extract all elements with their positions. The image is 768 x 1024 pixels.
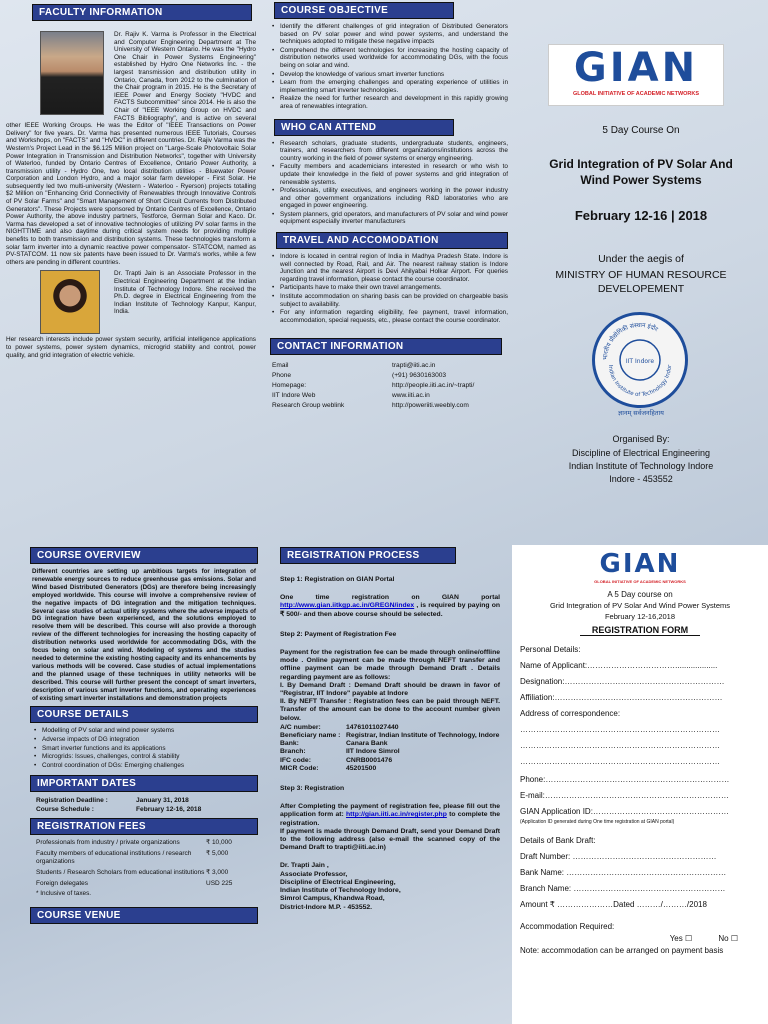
accommodation-label: Accommodation Required: bbox=[520, 922, 615, 931]
faculty-panel bbox=[0, 0, 262, 512]
bank-value: Canara Bank bbox=[346, 740, 388, 748]
step3-text-a: After Completing the payment of registration fee, please fill out the application form at: bbox=[280, 803, 500, 819]
list-item: • Participants have to make their own travel arrangements. bbox=[270, 284, 508, 292]
address-line: Associate Professor, bbox=[280, 870, 348, 878]
form-fields bbox=[518, 640, 762, 957]
fee-category: Faculty members of educational institutions / research organizations bbox=[36, 850, 192, 866]
step3-title: Step 3: Registration bbox=[280, 785, 345, 793]
date-label: Course Schedule : bbox=[36, 806, 94, 814]
form-logo bbox=[518, 549, 762, 584]
fee-amount: ₹ 10,000 bbox=[206, 839, 232, 847]
accommodation-options bbox=[520, 933, 762, 945]
accommodation-note: Note: accommodation can be arranged on payment basis bbox=[520, 946, 724, 955]
address-line: Discipline of Electrical Engineering, bbox=[280, 878, 396, 886]
contact-label: Research Group weblink bbox=[272, 402, 345, 410]
course-title: Grid Integration of PV Solar And Wind Power Systems bbox=[549, 157, 733, 187]
list-item: • System planners, grid operators, and manufacturers of PV solar and wind power equipment especially inverter manufacturers bbox=[270, 211, 508, 226]
venue-header: COURSE VENUE bbox=[30, 907, 258, 924]
form-line3: February 12-16,2018 bbox=[604, 612, 676, 621]
date-value: January 31, 2018 bbox=[136, 797, 189, 805]
gian-portal-link[interactable]: http://www.gian.iitkgp.ac.in/GREGN/index bbox=[280, 602, 415, 610]
step3-text-b: to complete the registration. bbox=[280, 811, 501, 827]
fee-amount: ₹ 3,000 bbox=[206, 869, 229, 877]
address-line-2[interactable]: ………………………………………………………………… bbox=[520, 741, 720, 750]
bank-label: IFC code: bbox=[280, 756, 311, 764]
list-item: • Realize the need for further research and development in this rapidly growing area of renewables integration. bbox=[270, 95, 508, 110]
gian-logo bbox=[548, 44, 724, 106]
step2-neft: II. By NEFT Transfer : Registration fees can be paid through NEFT. Transfer of the amount can be done to the account number given below. bbox=[280, 698, 500, 722]
register-link[interactable]: http://gian.iiti.ac.in/register.php bbox=[346, 811, 447, 819]
address-line: Indian Institute of Technology Indore, bbox=[280, 887, 401, 895]
step2-text: Payment for the registration fee can be made through online/offline mode . Online payment can be made through NEFT transfer and offline payment can be made through Demand Draft . Details regarding payment are as follows: bbox=[280, 649, 500, 681]
gian-logo-text: GIAN bbox=[573, 45, 699, 91]
iit-seal bbox=[592, 312, 688, 408]
affiliation-field[interactable]: Affiliation:……………………………………………………… bbox=[520, 693, 723, 702]
bank-label: Bank: bbox=[280, 740, 299, 748]
objective-list bbox=[266, 23, 514, 111]
course-dates: February 12-16 | 2018 bbox=[574, 208, 708, 223]
attend-header: WHO CAN ATTEND bbox=[274, 119, 454, 136]
list-item: • Comprehend the different technologies for increasing the hosting capacity of distribution networks used worldwide for accommodating DGs, with the focus being on solar and wind. bbox=[270, 47, 508, 70]
overview-text: Different countries are setting up ambitious targets for integration of renewable energy sources to reduce greenhouse gas emissions. Solar and Wind based Distributed Generators (DGs) are therefore being increasingly employed worldwide. This course will involve a comprehensive review of the negative impacts of DG integration and the mitigation techniques. Several case studies of actual utility systems where the adverse impacts of DG integration have been experienced, and the solutions employed to resolve them will be described. This course will also provide a thorough review of the different technologies for increasing the hosting capacity of distribution networks used worldwide for accommodating DGs, with the focus being on solar and wind. Modeling of systems and the studies needed to determine the existing hosting capacity and its enhancements by various methods will be covered. Case studies of actual implementations and the planned usage of these techniques in utility networks will be described. This course will further present the concept of smart inverters, description of various smart inverter functions, and operating experiences of existing smart inverter installations and demonstration projects bbox=[32, 568, 256, 702]
bank-value: 14761011027440 bbox=[346, 723, 399, 731]
seal-inner-text: IIT Indore bbox=[625, 358, 655, 365]
bank-draft-title: Details of Bank Draft: bbox=[520, 836, 596, 845]
personal-title: Personal Details: bbox=[520, 645, 581, 654]
email-field[interactable]: E-mail:…………………………………………………………… bbox=[520, 791, 729, 800]
org-line-3: Indore - 453552 bbox=[609, 474, 673, 484]
contact-label: IIT Indore Web bbox=[272, 392, 316, 400]
address-label: Address of correspondence: bbox=[520, 709, 621, 718]
list-item: • Professionals, utility executives, and engineers working in the power industry and other government organizations including R&D laboratories who are engaged in power engineering. bbox=[270, 187, 508, 210]
list-item: • Learn from the emerging challenges and operating experience of utilities in implementing smart inverter technologies. bbox=[270, 79, 508, 94]
bank-name-field[interactable]: Bank Name: …………………………………………………… bbox=[520, 868, 727, 877]
form-line1: A 5 Day course on bbox=[607, 590, 673, 599]
list-item: • Faculty members and academicians interested in research or who wish to update their knowledge in the field of power systems and grid integration of renewable systems. bbox=[270, 163, 508, 186]
ministry: MINISTRY OF HUMAN RESOURCE DEVELOPEMENT bbox=[555, 269, 727, 295]
list-item: • Indore is located in central region of India in Madhya Pradesh State. Indore is well connected by Road, Rail, and Air. The nearest railway station is Indore Junction and the nearest Airport is Devi Ahilyabai Holkar Airport. For queries regarding travel information, please contact the course coordinator. bbox=[270, 253, 508, 283]
organised-by: Organised By: bbox=[612, 434, 670, 444]
varma-bio-text: Dr. Rajiv K. Varma is Professor in the Electrical and Computer Engineering Department at The University of Western Ontario. He was the "Hydro One Chair in Power Systems Engineering" established by Hydro One Networks Inc. - the largest transmission and distribution utility in Ontario, Canada, from 2012 to the culmination of the Chair program in 2015. He is the Secretary of IEEE Power and Energy Society "HVDC and FACTS Subcommittee" since 2014. He is also the Chair of "IEEE Working Group on HVDC and FACTS Bibliography", and is active on several other IEEE Working Groups. He was the Editor of "IEEE Transactions on Power Delivery" for five years. Dr. Varma has presented numerous IEEE Tutorials, Courses and Workshops, on "FACTS" and "HVDC" in different countries. Dr. Rajiv Varma was the Western's Project Lead in the $6.125 Million project on "Large-Scale Photovoltaic Solar Power Integration in Transmission and Distribution Networks", together with University of Waterloo, funded by Ontario Centres of Excellence, Ontario Power Authority, a transmission utility - Hydro One, two local distribution utilities - Bluewater Power Corporation and London Hydro, and a major solar farm developer - First Solar. He subsequently led two multi-university (Western - Waterloo - Ryerson) projects totalling $2 Million on "Enhancing Grid Connectivity of Renewables through Innovative Controls of PV Solar Farms" and "Smart Management of Short Circuit Currents from Distributed Generators". These Projects were sponsored by Ontario Centres of Excellence, Ontario Power Authority, the above industry partners, Testforce, German Solar and Kaco. Dr. Varma has developed a set of innovative technologies of utilizing PV solar farms in the NIGHTTIME and also daytime during critical system needs for providing multiple benefits to both transmission and distribution systems. These technologies transform a solar farm inverter into a dynamic reactive power compensator- STATCOM, named as PV-STATCOM. 11 now six patents have been issued to Dr. Varma's works, while a few others are pending in different countries. bbox=[6, 31, 256, 266]
form-title: REGISTRATION FORM bbox=[580, 625, 700, 636]
amount-field[interactable]: Amount ₹ …………………Dated ………/………/2018 bbox=[520, 900, 707, 909]
contact-label: Email bbox=[272, 362, 289, 370]
contact-value: http://people.iiti.ac.in/~trapti/ bbox=[392, 382, 475, 390]
list-item: • Research scholars, graduate students, undergraduate students, engineers, trainers, and researchers from different organizations/institutions across the country working in the field of power systems or energy engineering. bbox=[270, 140, 508, 163]
bank-value: IIT Indore Simrol bbox=[346, 748, 400, 756]
contact-label: Homepage: bbox=[272, 382, 307, 390]
attend-list bbox=[266, 140, 514, 227]
fees-header: REGISTRATION FEES bbox=[30, 818, 258, 835]
varma-photo bbox=[40, 31, 104, 115]
step2-dd: I. By Demand Draft : Demand Draft should be drawn in favor of "Registrar, IIT Indore" payable at Indore bbox=[280, 681, 500, 698]
address-block bbox=[280, 862, 500, 911]
gian-logo-sub: GLOBAL INITIATIVE OF ACADEMIC NETWORKS bbox=[572, 91, 700, 97]
list-item: • Control coordination of DGs: Emerging challenges bbox=[32, 762, 260, 770]
yes-checkbox[interactable]: Yes ☐ bbox=[669, 934, 693, 943]
jain-photo bbox=[40, 270, 100, 334]
contact-value: www.iiti.ac.in bbox=[392, 392, 430, 400]
form-line2: Grid Integration of PV Solar And Wind Power Systems bbox=[549, 601, 731, 610]
org-line-2: Indian Institute of Technology Indore bbox=[568, 461, 714, 471]
process-body bbox=[274, 568, 506, 912]
middle-top-panel bbox=[266, 0, 514, 540]
aegis: Under the aegis of bbox=[598, 253, 684, 265]
varma-bio bbox=[6, 31, 256, 266]
list-item: • Smart inverter functions and its applications bbox=[32, 745, 260, 753]
bank-label: A/C number: bbox=[280, 723, 321, 731]
iit-seal-svg bbox=[595, 315, 685, 405]
form-logo-sub: GLOBAL INITIATIVE OF ACADEMIC NETWORKS bbox=[594, 579, 686, 584]
bank-value: CNRB0001476 bbox=[346, 756, 393, 764]
fee-amount: ₹ 5,000 bbox=[206, 850, 229, 858]
cover-panel bbox=[514, 0, 768, 540]
contact-table bbox=[266, 359, 514, 413]
designation-field[interactable]: Designation:…………………………………………………… bbox=[520, 677, 725, 686]
contact-value: trapti@iiti.ac.in bbox=[392, 362, 436, 370]
objective-header: COURSE OBJECTIVE bbox=[274, 2, 454, 19]
draft-number-field[interactable]: Draft Number: ……………………………………………… bbox=[520, 852, 717, 861]
bottom-middle-panel bbox=[270, 545, 510, 1024]
date-label: Registration Deadline : bbox=[36, 797, 108, 805]
applicant-name-field[interactable]: Name of Applicant:……………………………................... bbox=[520, 661, 718, 670]
seal-motto: ज्ञानम् सर्वजनहिताय bbox=[618, 410, 664, 417]
step1-title: Step 1: Registration on GIAN Portal bbox=[280, 576, 395, 583]
bank-value: Registrar, Indian Institute of Technology, Indore bbox=[346, 732, 500, 740]
bank-label: Beneficiary name : bbox=[280, 732, 341, 740]
bottom-left-panel bbox=[0, 545, 266, 1024]
list-item: • Identify the different challenges of grid integration of Distributed Generators based on PV solar power and wind power systems, and understand the techniques adopted to mitigate these negative impacts bbox=[270, 23, 508, 46]
list-item: • Institute accommodation on sharing basis can be provided on chargeable basis subject to availability. bbox=[270, 293, 508, 308]
bank-table bbox=[280, 724, 500, 773]
step3-dd: If payment is made through Demand Draft, send your Demand Draft to the following address (also e-mail the scanned copy of the Demand Draft to trapti@iiti.ac.in) bbox=[280, 827, 500, 852]
contact-value: http://poweriiti.weebly.com bbox=[392, 402, 469, 410]
overview-header: COURSE OVERVIEW bbox=[30, 547, 258, 564]
fee-category: Foreign delegates bbox=[36, 880, 89, 888]
jain-research: Her research interests include power system security, artificial intelligence applications to power systems, power system dynamics, microgrid stability and control, power quality, and grid integration of electric vehicle. bbox=[6, 336, 256, 359]
process-header: REGISTRATION PROCESS bbox=[280, 547, 456, 564]
address-line: Simrol Campus, Khandwa Road, bbox=[280, 895, 385, 903]
dates-table bbox=[6, 796, 260, 814]
fees-note: * Inclusive of taxes. bbox=[36, 890, 92, 898]
step1-text-a: One time registration on GIAN portal bbox=[280, 594, 500, 602]
list-item: • Microgrids: Issues, challenges, control & stability bbox=[32, 753, 260, 761]
jain-bio-text: Dr. Trapti Jain is an Associate Professor in the Electrical Engineering Department at the Indian Institute of Technology Indore. She received the Ph.D. degree in Electrical Engineering from the Indian Institute of Technology Kanpur, Kanpur, India. bbox=[114, 270, 256, 316]
address-line: Dr. Trapti Jain , bbox=[280, 862, 329, 870]
branch-name-field[interactable]: Branch Name: ………………………………………………… bbox=[520, 884, 726, 893]
jain-bio bbox=[6, 270, 256, 316]
step1-text-b: , is required by paying on ₹ 500/- and then above course should be selected. bbox=[280, 602, 500, 618]
bank-value: 45201500 bbox=[346, 764, 377, 772]
address-line: District-Indore M.P. - 453552. bbox=[280, 903, 373, 911]
fees-table bbox=[6, 839, 260, 888]
contact-value: (+91) 9630163003 bbox=[392, 372, 447, 380]
address-line-3[interactable]: ………………………………………………………………… bbox=[520, 757, 720, 766]
travel-list bbox=[266, 253, 514, 324]
bank-label: Branch: bbox=[280, 748, 306, 756]
bank-label: MICR Code: bbox=[280, 764, 319, 772]
list-item: • Develop the knowledge of various smart inverter functions bbox=[270, 71, 508, 79]
fee-category: Students / Research Scholars from educational institutions bbox=[36, 869, 205, 877]
list-item: • For any information regarding eligibility, fee payment, travel information, accommodation, special requests, etc., please contact the course coordinator. bbox=[270, 309, 508, 324]
seal-arc-english: Indian Institute of Technology Indor bbox=[606, 364, 674, 399]
travel-header: TRAVEL AND ACCOMODATION bbox=[276, 232, 508, 249]
phone-field[interactable]: Phone:…………………………………………………………… bbox=[520, 775, 730, 784]
gian-id-field[interactable]: GIAN Application ID:…………………………………………… bbox=[520, 807, 729, 816]
details-header: COURSE DETAILS bbox=[30, 706, 258, 723]
date-value: February 12-16, 2018 bbox=[136, 806, 202, 814]
svg-text:भारतीय प्रौद्योगिकी संस्थान इं bbox=[602, 322, 659, 360]
contact-label: Phone bbox=[272, 372, 292, 380]
dates-header: IMPORTANT DATES bbox=[30, 775, 258, 792]
gian-id-note: (Application ID generated during One time registration at GIAN portal) bbox=[520, 819, 675, 825]
address-line-1[interactable]: ………………………………………………………………… bbox=[520, 725, 720, 734]
course-days: 5 Day Course On bbox=[602, 125, 680, 136]
list-item: • Modelling of PV solar and wind power systems bbox=[32, 727, 260, 735]
org-line-1: Discipline of Electrical Engineering bbox=[571, 448, 711, 458]
step2-title: Step 2: Payment of Registration Fee bbox=[280, 630, 397, 638]
faculty-header: FACULTY INFORMATION bbox=[32, 4, 252, 21]
contact-header: CONTACT INFORMATION bbox=[270, 338, 502, 355]
fee-category: Professionals from industry / private organizations bbox=[36, 839, 180, 847]
registration-form bbox=[512, 545, 768, 1024]
list-item: • Adverse impacts of DG integration bbox=[32, 736, 260, 744]
form-logo-text: GIAN bbox=[599, 549, 681, 579]
no-checkbox[interactable]: No ☐ bbox=[718, 934, 738, 943]
step3-text bbox=[280, 803, 500, 828]
details-list bbox=[6, 727, 260, 769]
step1-text bbox=[280, 594, 500, 619]
seal-arc-hindi: भारतीय प्रौद्योगिकी संस्थान इंदौर bbox=[601, 321, 659, 361]
fee-amount: USD 225 bbox=[206, 880, 233, 888]
